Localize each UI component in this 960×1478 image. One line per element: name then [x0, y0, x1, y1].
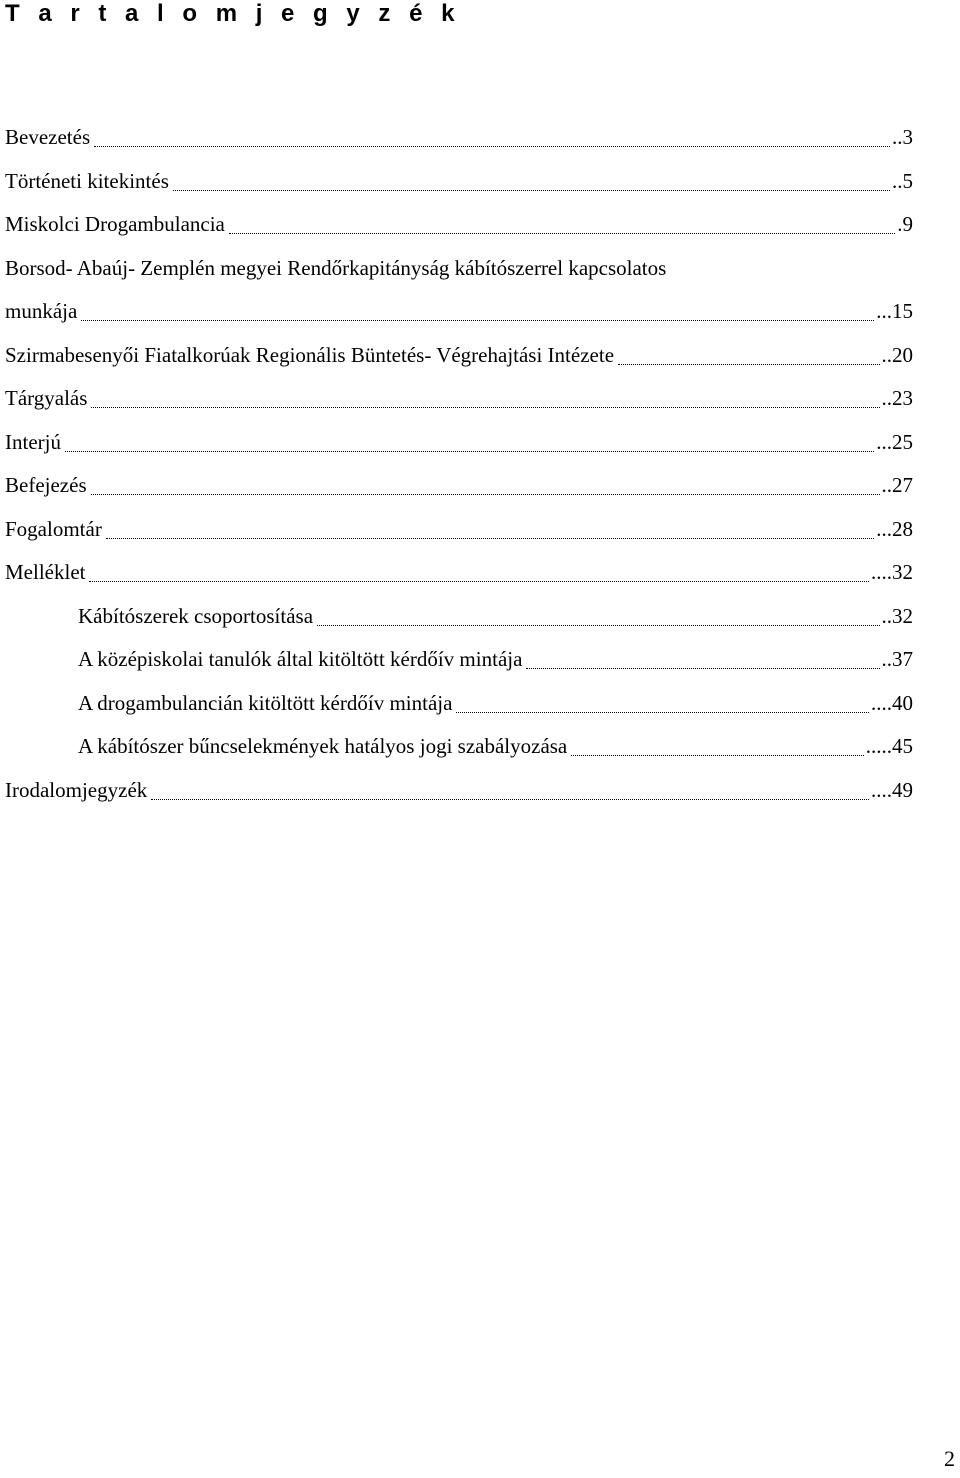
toc-leader-dots: [81, 290, 874, 334]
toc-entry-page: ...28: [876, 508, 913, 552]
toc-entry-page: ....32: [871, 551, 913, 595]
toc-entry[interactable]: [0, 203, 960, 247]
toc-entry-title: Tárgyalás: [5, 386, 88, 410]
toc-entry[interactable]: [0, 334, 960, 378]
toc-entry-page: ....49: [871, 769, 913, 813]
toc-subentry[interactable]: [0, 725, 960, 769]
toc-leader-dots: [91, 464, 880, 508]
toc-entry-page: .9: [897, 203, 913, 247]
toc-leader-dots: [229, 203, 895, 247]
toc-entry-title: Melléklet: [5, 560, 86, 584]
toc-entry[interactable]: [0, 290, 960, 334]
toc-subentry[interactable]: [0, 682, 960, 726]
toc-subentry[interactable]: [0, 638, 960, 682]
toc-entry-title: A középiskolai tanulók által kitöltött kérdőív mintája: [78, 647, 523, 671]
toc-entry[interactable]: [0, 247, 960, 291]
toc-entry-page: ..27: [882, 464, 914, 508]
toc-entry-page: ...15: [876, 290, 913, 334]
toc-entry[interactable]: [0, 160, 960, 204]
toc-leader-dots: [151, 769, 869, 813]
toc-leader-dots: [526, 638, 879, 682]
toc-entry-title: Miskolci Drogambulancia: [5, 212, 225, 236]
toc-entry[interactable]: [0, 377, 960, 421]
toc-title: T a r t a l o m j e g y z é k: [5, 0, 461, 27]
toc-leader-dots: [571, 725, 863, 769]
toc-entry-page: ..37: [882, 638, 914, 682]
toc-leader-dots: [65, 421, 874, 465]
toc-entry-title: Borsod- Abaúj- Zemplén megyei Rendőrkapitányság kábítószerrel kapcsolatos: [5, 255, 667, 280]
toc-entry[interactable]: [0, 551, 960, 595]
toc-entry-page: ...25: [876, 421, 913, 465]
toc-entry-page: ..23: [882, 377, 914, 421]
toc-entry[interactable]: [0, 116, 960, 160]
toc-entry-page: ..5: [892, 160, 913, 204]
toc-entry-page: .....45: [866, 725, 913, 769]
toc-entry[interactable]: [0, 769, 960, 813]
toc-entry-title: Befejezés: [5, 473, 87, 497]
toc-leader-dots: [106, 508, 874, 552]
toc-entry[interactable]: [0, 421, 960, 465]
toc-leader-dots: [91, 377, 879, 421]
toc-leader-dots: [618, 334, 879, 378]
toc-entry-page: ..20: [882, 334, 914, 378]
toc-entry-title: Interjú: [5, 429, 61, 454]
toc-leader-dots: [317, 595, 879, 639]
toc-leader-dots: [89, 551, 869, 595]
toc-entry-page: ....40: [871, 682, 913, 726]
toc-entry-title: Történeti kitekintés: [5, 168, 169, 193]
toc-entry-title: Irodalomjegyzék: [5, 777, 148, 802]
toc-entry-title: Kábítószerek csoportosítása: [78, 603, 314, 628]
toc-entry-title: Szirmabesenyői Fiatalkorúak Regionális Büntetés- Végrehajtási Intézete: [5, 342, 615, 367]
toc-entry-page: ..3: [892, 116, 913, 160]
toc-entry[interactable]: [0, 508, 960, 552]
toc-leader-dots: [173, 160, 890, 204]
toc-leader-dots: [94, 116, 890, 160]
toc-entry[interactable]: [0, 464, 960, 508]
toc-entry-title: A drogambulancián kitöltött kérdőív mintája: [78, 690, 453, 715]
toc-entry-title: A kábítószer bűncselekmények hatályos jogi szabályozása: [78, 734, 568, 758]
toc-leader-dots: [456, 682, 869, 726]
page-number: 2: [944, 1446, 955, 1471]
toc-entry-title: Fogalomtár: [5, 516, 102, 541]
toc-entry-title: Bevezetés: [5, 125, 91, 149]
toc-subentry[interactable]: [0, 595, 960, 639]
toc-entry-page: ..32: [882, 595, 914, 639]
table-of-contents: [0, 116, 960, 812]
toc-entry-title: munkája: [5, 299, 78, 323]
